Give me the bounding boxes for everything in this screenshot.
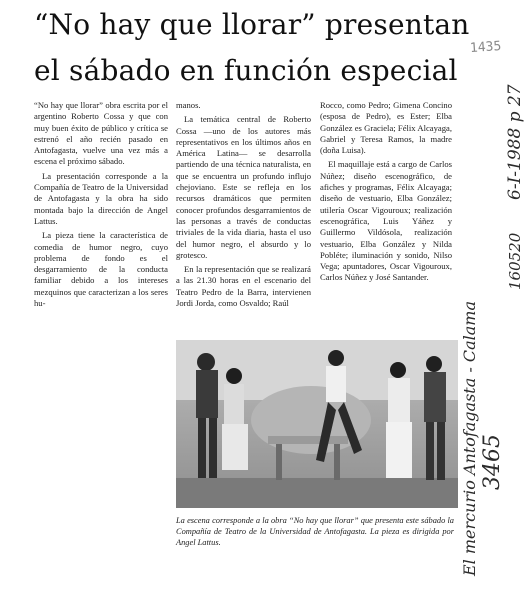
handwritten-source: El mercurio Antofagasta - Calama bbox=[460, 301, 479, 576]
article-column-3 bbox=[320, 100, 452, 340]
paragraph: En la representación que se realizará a las 21.30 horas en el escenario del Teatro Pedro de la Barra, intervienen Jordi Jorda, como Osvaldo; Raúl bbox=[176, 264, 311, 309]
paragraph: “No hay que llorar” obra escrita por el argentino Roberto Cossa y que con muy buen éxito de público y crítica se estrenó el año recién pasado en Antofagasta, vuelve una vez más a escena el próximo sábado. bbox=[34, 100, 168, 167]
article-column-1 bbox=[34, 100, 168, 338]
archive-number: 1435 bbox=[469, 38, 502, 57]
headline bbox=[34, 2, 470, 94]
paragraph: La temática central de Roberto Cossa —uno de los autores más representativos en los últimos años en América Latina— se desarrolla partiendo de una técnica naturalista, en que se encuentra un profundo influjo chejoviano. Este se refleja en los recursos dramáticos que permiten conocer profundos desgarramientos de las personas a través de conductas triviales de la vida diaria, hasta el uso del humor negro, el absurdo y lo grotesco. bbox=[176, 114, 311, 260]
paragraph: La presentación corresponde a la Compañía de Teatro de la Universidad de Antofagasta y la obra ha sido montada bajo la dirección de Angel Lattus. bbox=[34, 170, 168, 226]
scene-photo-illustration bbox=[176, 340, 458, 508]
paragraph: manos. bbox=[176, 100, 201, 110]
article-column-2 bbox=[176, 100, 311, 340]
photo-caption: La escena corresponde a la obra “No hay que llorar” que presenta este sábado la Compañía de Teatro de la Universidad de Antofagasta. La pieza es dirigida por Angel Lattus. bbox=[176, 516, 454, 547]
headline-line-1: “No hay que llorar” presentan bbox=[34, 8, 470, 41]
paragraph: Rocco, como Pedro; Gimena Concino (esposa de Pedro), es Ester; Elba González es Graciela; Félix Alcayaga, Gabriel y Teresa Ramos, la madre (doña Luisa). bbox=[320, 100, 452, 156]
handwritten-date: 6-I-1988 p 27 bbox=[505, 84, 525, 200]
handwritten-code: 3465 bbox=[480, 434, 505, 490]
paragraph: El maquillaje está a cargo de Carlos Núñez; diseño escenográfico, de afiches y programas, Félix Alcayaga; diseño de vestuario, Elba González; utilería Oscar Vigouroux; realización escenográfica, Luis Yáñez y Guillermo Vildósola, realización vestuario, Elba González y Nilda Pobléte; iluminación y sonido, Nilso Vega; apuntadores, Oscar Vigouroux, Carlos Núñez y José Santander. bbox=[320, 159, 452, 283]
handwritten-number: 160520 bbox=[506, 232, 524, 290]
scene-photo bbox=[176, 340, 458, 508]
headline-line-2: el sábado en función especial bbox=[34, 54, 458, 87]
paragraph: La pieza tiene la característica de comedia de humor negro, cuyo problema de fondo es el desgarramiento de la conducta familiar debido a los intereses mezquinos que caracterizan a los seres hu- bbox=[34, 230, 168, 309]
